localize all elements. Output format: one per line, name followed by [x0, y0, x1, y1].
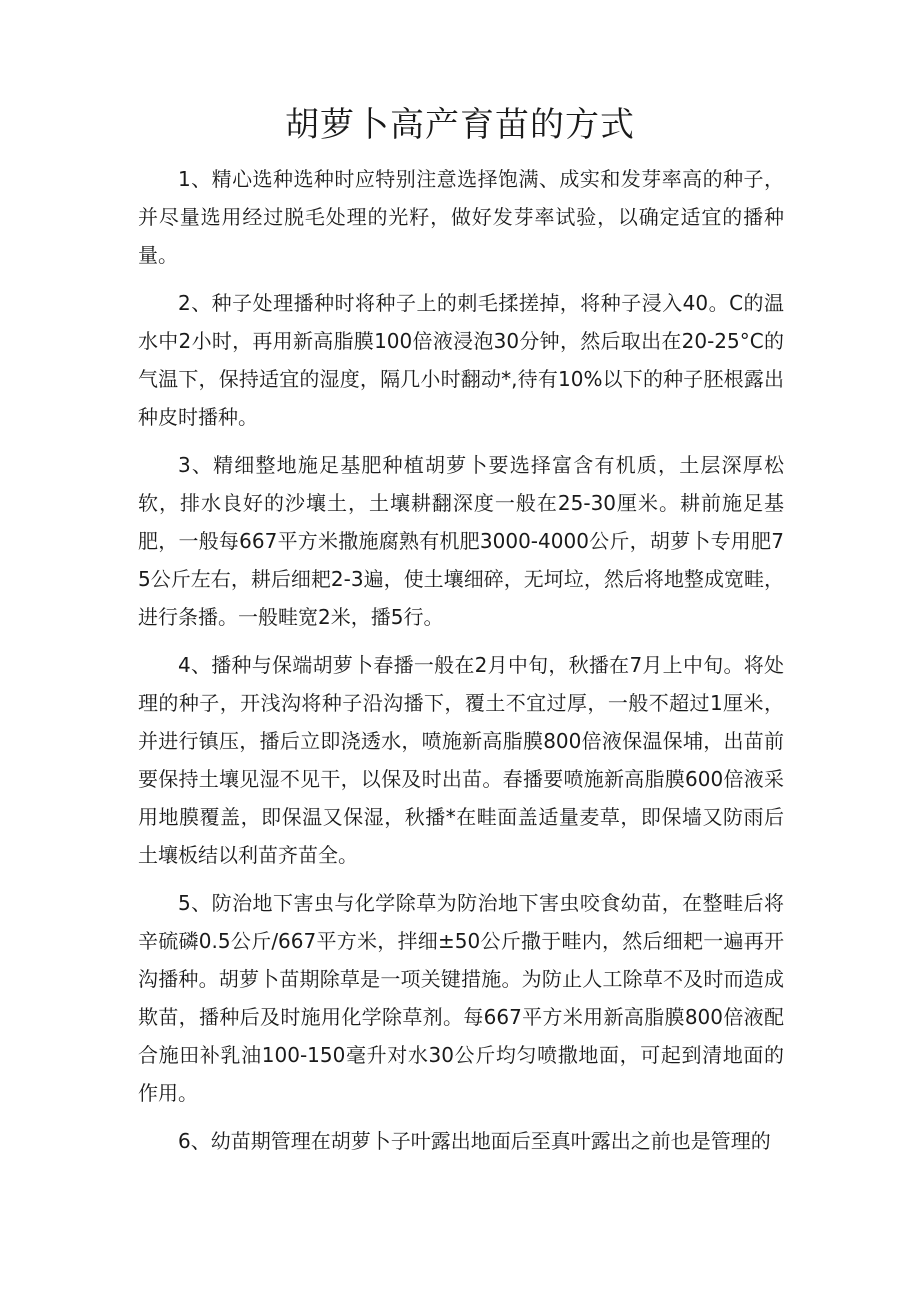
paragraph-2: 2、种子处理播种时将种子上的刺毛揉搓掉，将种子浸入40。C的温水中2小时，再用新高脂膜100倍液浸泡30分钟，然后取出在20-25°C的气温下，保持适宜的湿度，隔几小时翻动*,待有10%以下的种子胚根露出种皮时播种。	[138, 291, 784, 429]
paragraph-6: 6、幼苗期管理在胡萝卜子叶露出地面后至真叶露出之前也是管理的	[178, 1129, 771, 1153]
document-body	[138, 160, 784, 1170]
paragraph-1: 1、精心选种选种时应特别注意选择饱满、成实和发芽率高的种子，并尽量选用经过脱毛处理的光籽，做好发芽率试验，以确定适宜的播种量。	[138, 167, 784, 267]
paragraph-3: 3、精细整地施足基肥种植胡萝卜要选择富含有机质，土层深厚松软，排水良好的沙壤土，土壤耕翻深度一般在25-30厘米。耕前施足基肥，一般每667平方米撒施腐熟有机肥3000-4000公斤，胡萝卜专用肥75公斤左右，耕后细耙2-3遍，使土壤细碎，无坷垃，然后将地整成宽畦，进行条播。一般畦宽2米，播5行。	[138, 453, 784, 629]
document-title: 胡萝卜高产育苗的方式	[285, 105, 635, 145]
paragraph-5: 5、防治地下害虫与化学除草为防治地下害虫咬食幼苗，在整畦后将辛硫磷0.5公斤/667平方米，拌细±50公斤撒于畦内，然后细耙一遍再开沟播种。胡萝卜苗期除草是一项关键措施。为防止人工除草不及时而造成欺苗，播种后及时施用化学除草剂。每667平方米用新高脂膜800倍液配合施田补乳油100-150毫升对水30公斤均匀喷撒地面，可起到清地面的作用。	[138, 891, 784, 1105]
paragraph-4: 4、播种与保端胡萝卜春播一般在2月中旬，秋播在7月上中旬。将处理的种子，开浅沟将种子沿沟播下，覆土不宜过厚，一般不超过1厘米，并进行镇压，播后立即浇透水，喷施新高脂膜800倍液保温保埔，出苗前要保持土壤见湿不见干，以保及时出苗。春播要喷施新高脂膜600倍液采用地膜覆盖，即保温又保湿，秋播*在畦面盖适量麦草，即保墙又防雨后土壤板结以利苗齐苗全。	[138, 653, 784, 867]
